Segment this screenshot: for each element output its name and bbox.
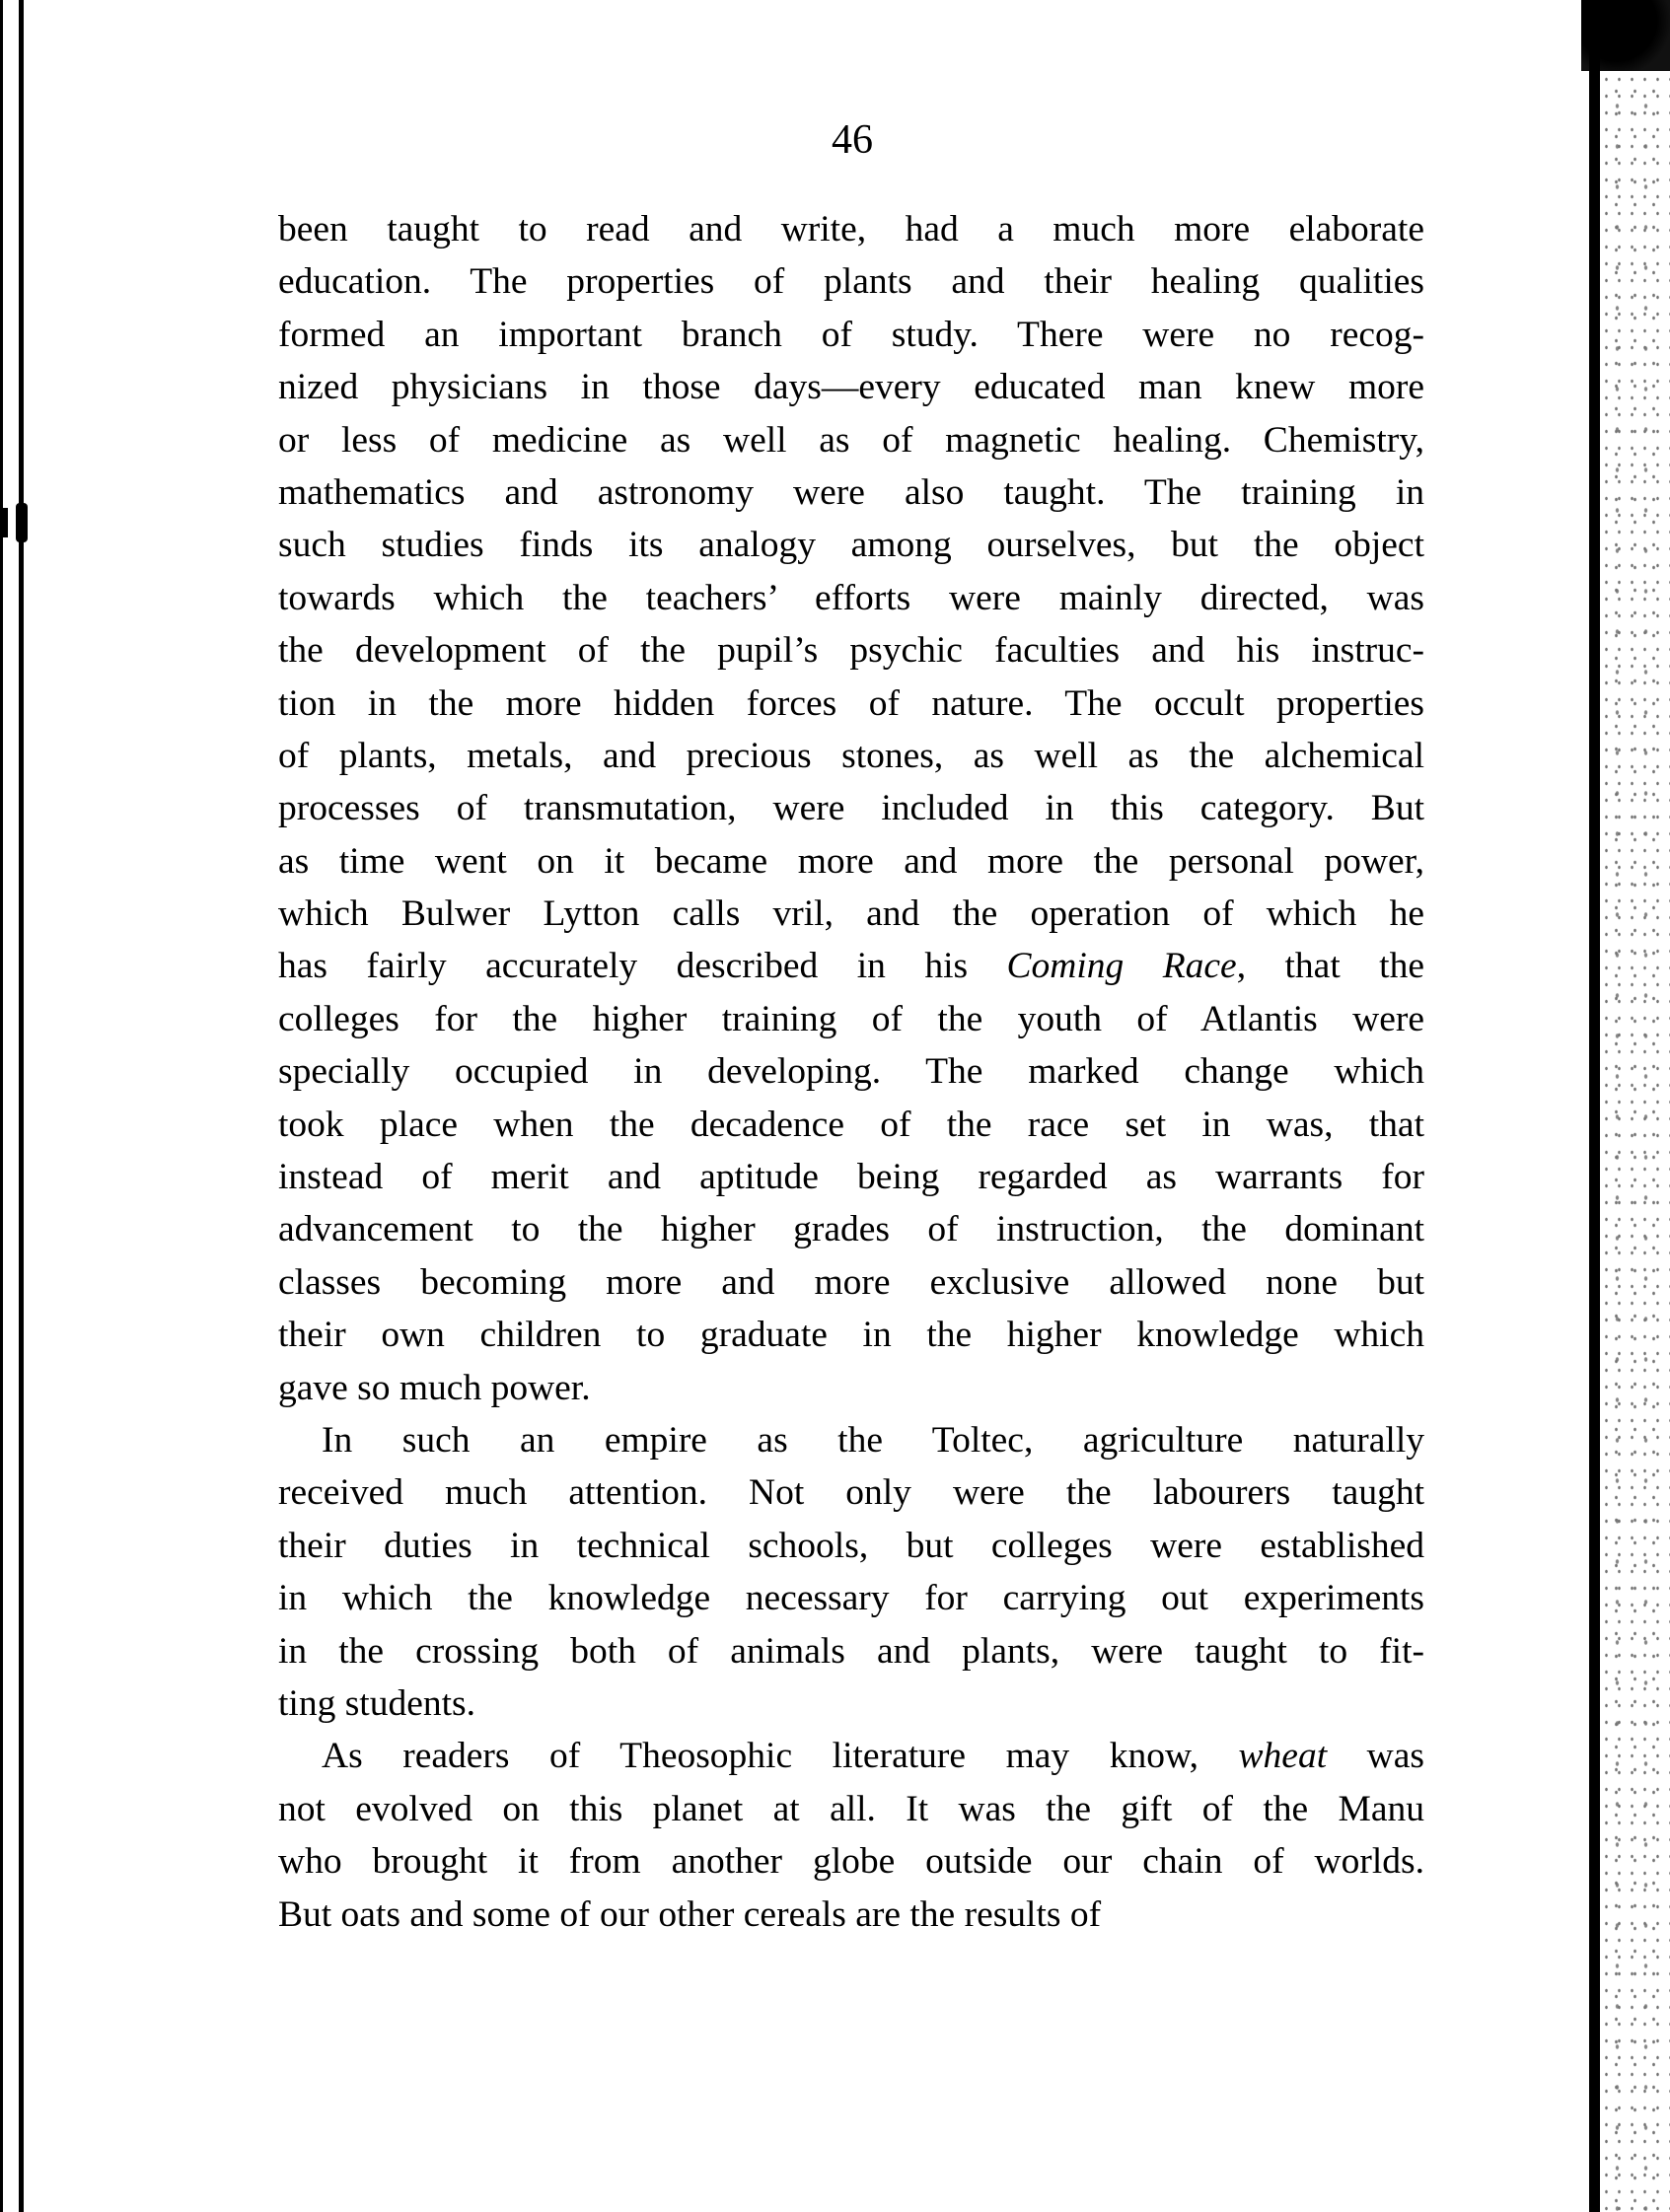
italic-title: wheat: [1238, 1736, 1328, 1777]
text-line: who brought it from another globe outside our chain of worlds.: [278, 1841, 1424, 1883]
text-line: tion in the more hidden forces of nature. The occult properties: [278, 682, 1424, 724]
text-line: nized physicians in those days—every educated man knew more: [278, 367, 1424, 408]
scan-edge-right-speckle: [1600, 71, 1670, 2212]
page-number: 46: [832, 117, 873, 163]
text-line: In such an empire as the Toltec, agriculture naturally: [322, 1419, 1424, 1461]
text-line: processes of transmutation, were included in this category. But: [278, 788, 1424, 829]
text-line: gave so much power.: [278, 1367, 591, 1408]
text-line: their duties in technical schools, but colleges were established: [278, 1525, 1424, 1566]
text-segment: has fairly accurately described in his: [278, 946, 1007, 987]
text-line: advancement to the higher grades of instruction, the dominant: [278, 1209, 1424, 1250]
paragraph: [278, 203, 1424, 1414]
text-line: not evolved on this planet at all. It was the gift of the Manu: [278, 1788, 1424, 1829]
text-line: classes becoming more and more exclusive allowed none but: [278, 1261, 1424, 1303]
text-line: which Bulwer Lytton calls vril, and the operation of which he: [278, 893, 1424, 935]
text-line: ting students.: [278, 1682, 476, 1724]
text-line: been taught to read and write, had a much more elaborate: [278, 209, 1424, 250]
text-line: colleges for the higher training of the youth of Atlantis were: [278, 998, 1424, 1039]
scan-edge-right-bar: [1589, 0, 1600, 2212]
italic-title: Coming Race: [1006, 946, 1237, 987]
body-text: [278, 203, 1424, 1941]
text-line: received much attention. Not only were the labourers taught: [278, 1472, 1424, 1514]
text-segment: , that the: [1236, 946, 1424, 987]
text-line: took place when the decadence of the race set in was, that: [278, 1104, 1424, 1145]
text-line: But oats and some of our other cereals are the results of: [278, 1893, 1102, 1935]
text-line: mathematics and astronomy were also taught. The training in: [278, 471, 1424, 513]
text-line: the development of the pupil’s psychic faculties and his instruc-: [278, 630, 1424, 672]
paragraph: [278, 1414, 1424, 1730]
scan-edge-left-outer: [0, 0, 3, 2212]
text-line: such studies finds its analogy among ourselves, but the object: [278, 525, 1424, 566]
text-segment: was: [1327, 1736, 1424, 1777]
text-line: instead of merit and aptitude being regarded as warrants for: [278, 1157, 1424, 1198]
paragraph: [278, 1730, 1424, 1941]
text-line: [278, 940, 1424, 992]
text-line: of plants, metals, and precious stones, as well as the alchemical: [278, 735, 1424, 776]
text-line: in which the knowledge necessary for carrying out experiments: [278, 1578, 1424, 1619]
text-line: in the crossing both of animals and plants, were taught to fit-: [278, 1630, 1424, 1672]
text-line: education. The properties of plants and their healing qualities: [278, 261, 1424, 303]
text-line: their own children to graduate in the higher knowledge which: [278, 1315, 1424, 1356]
text-line: [278, 1730, 1424, 1782]
text-line: or less of medicine as well as of magnetic healing. Chemistry,: [278, 419, 1424, 461]
scan-edge-left-inner: [19, 0, 24, 2212]
text-segment: As readers of Theosophic literature may know,: [322, 1736, 1239, 1777]
text-line: towards which the teachers’ efforts were mainly directed, was: [278, 577, 1424, 618]
text-line: as time went on it became more and more the personal power,: [278, 840, 1424, 882]
text-line: specially occupied in developing. The marked change which: [278, 1051, 1424, 1093]
text-line: formed an important branch of study. There were no recog-: [278, 314, 1424, 355]
